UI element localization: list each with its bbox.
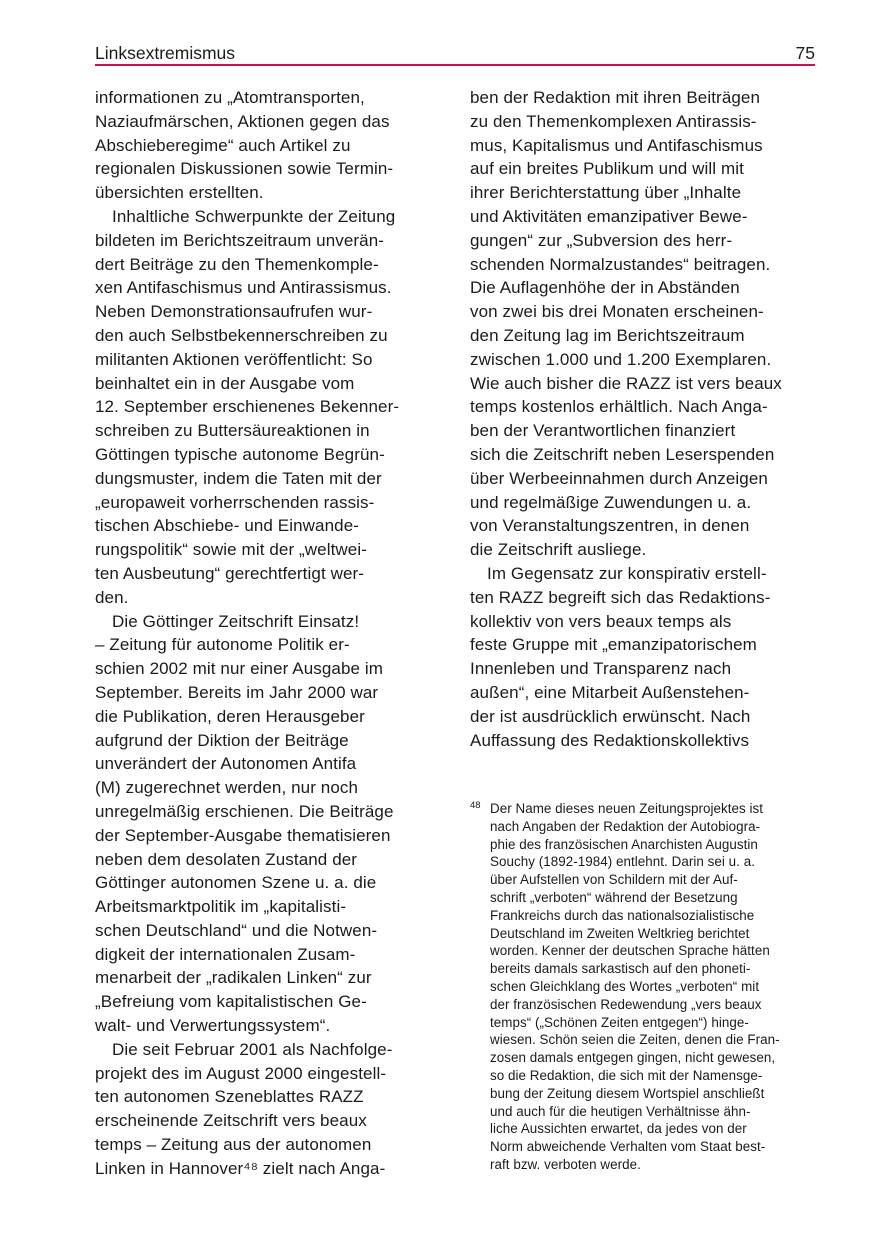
- body-text-line: schenden Normalzustandes“ beitragen.: [470, 254, 771, 274]
- body-text-line: Linken in Hannover⁴⁸ zielt nach Anga-: [95, 1158, 386, 1178]
- body-text-line: rungspolitik“ sowie mit der „weltwei-: [95, 540, 367, 560]
- body-text-line: den auch Selbstbekennerschreiben zu: [95, 325, 388, 345]
- footnote-text-line: wiesen. Schön seien die Zeiten, denen die Fran-: [490, 1032, 780, 1048]
- body-text-line: Göttingen typische autonome Begrün-: [95, 444, 385, 464]
- body-text-line: „Befreiung vom kapitalistischen Ge-: [95, 992, 367, 1012]
- body-text-line: Wie auch bisher die RAZZ ist vers beaux: [470, 373, 782, 393]
- footnote-marker: 48: [470, 800, 481, 811]
- body-text-line: Göttinger autonomen Szene u. a. die: [95, 873, 377, 893]
- body-text-line: Auffassung des Redaktionskollektivs: [470, 730, 750, 750]
- body-text-line: zu den Themenkomplexen Antirassis-: [470, 111, 757, 131]
- body-text-line: kollektiv von vers beaux temps als: [470, 611, 732, 631]
- body-text-line: Die Göttinger Zeitschrift Einsatz!: [112, 611, 360, 631]
- body-text-line: der September-Ausgabe thematisieren: [95, 825, 391, 845]
- body-text-line: ben der Verantwortlichen finanziert: [470, 421, 736, 441]
- footnote-text-line: Der Name dieses neuen Zeitungsprojektes ist: [490, 801, 764, 816]
- body-text-line: schen Deutschland“ und die Notwen-: [95, 920, 378, 940]
- footnote-text-line: Deutschland im Zweiten Weltkrieg berichtet: [490, 925, 750, 941]
- body-text-line: der ist ausdrücklich erwünscht. Nach: [470, 706, 751, 726]
- body-text-line: ten Ausbeutung“ gerechtfertigt wer-: [95, 563, 365, 583]
- body-text-line: Innenleben und Transparenz nach: [470, 659, 732, 679]
- body-text-line: übersichten erstellten.: [95, 183, 264, 203]
- body-text-line: von zwei bis drei Monaten erscheinen-: [470, 302, 764, 322]
- body-text-line: schien 2002 mit nur einer Ausgabe im: [95, 659, 384, 679]
- footnote-text-line: bung der Zeitung diesem Wortspiel anschließt: [490, 1085, 765, 1101]
- body-text-line: ihrer Berichterstattung über „Inhalte: [470, 183, 742, 203]
- body-text-line: erscheinende Zeitschrift vers beaux: [95, 1111, 367, 1131]
- footnote-text: [490, 800, 820, 1174]
- body-text-line: zwischen 1.000 und 1.200 Exemplaren.: [470, 349, 772, 369]
- body-text-line: menarbeit der „radikalen Linken“ zur: [95, 968, 372, 988]
- body-text-line: xen Antifaschismus und Antirassismus.: [95, 278, 392, 298]
- footnote-text-line: über Aufstellen von Schildern mit der Auf-: [490, 872, 738, 888]
- body-text-line: regionalen Diskussionen sowie Termin-: [95, 159, 394, 179]
- footnote-text-line: schen Gleichklang des Wortes „verboten“ mit: [490, 978, 760, 994]
- footnote-text-line: schrift „verboten“ während der Besetzung: [490, 889, 738, 905]
- body-text-line: die Publikation, deren Herausgeber: [95, 706, 365, 726]
- footnote-text-line: phie des französischen Anarchisten Augustin: [490, 836, 758, 852]
- footnote-text-line: temps“ („Schönen Zeiten entgegen“) hinge-: [490, 1014, 749, 1030]
- body-text-line: Naziaufmärschen, Aktionen gegen das: [95, 111, 390, 131]
- page-number: 75: [795, 43, 815, 63]
- text-column-right: [470, 86, 818, 752]
- body-text-line: (M) zugerechnet werden, nur noch: [95, 778, 359, 798]
- body-text-line: gungen“ zur „Subversion des herr-: [470, 230, 733, 250]
- body-text-line: – Zeitung für autonome Politik er-: [95, 635, 350, 655]
- body-text-line: über Werbeeinnahmen durch Anzeigen: [470, 468, 768, 488]
- footnote-text-line: und auch für die heutigen Verhältnisse ähn-: [490, 1103, 751, 1119]
- body-text-line: Abschieberegime“ auch Artikel zu: [95, 135, 351, 155]
- body-text-line: Arbeitsmarktpolitik im „kapitalisti-: [95, 897, 347, 917]
- body-text-line: walt- und Verwertungssystem“.: [95, 1016, 331, 1036]
- body-text-line: die Zeitschrift ausliege.: [470, 540, 647, 560]
- body-text-line: tischen Abschiebe- und Einwande-: [95, 516, 360, 536]
- body-text-line: militanten Aktionen veröffentlicht: So: [95, 349, 373, 369]
- body-text-line: und regelmäßige Zuwendungen u. a.: [470, 492, 752, 512]
- body-text-line: dungsmuster, indem die Taten mit der: [95, 468, 382, 488]
- body-text-line: „europaweit vorherrschenden rassis-: [95, 492, 375, 512]
- body-text-line: dert Beiträge zu den Themenkomple-: [95, 254, 379, 274]
- body-text-line: ben der Redaktion mit ihren Beiträgen: [470, 88, 761, 107]
- body-text-line: von Veranstaltungszentren, in denen: [470, 516, 750, 536]
- body-text-line: Die seit Februar 2001 als Nachfolge-: [112, 1039, 393, 1059]
- body-text-line: unverändert der Autonomen Antifa: [95, 754, 357, 774]
- body-text-line: ten autonomen Szeneblattes RAZZ: [95, 1087, 364, 1107]
- body-text-line: schreiben zu Buttersäureaktionen in: [95, 421, 370, 441]
- footnote-text-line: bereits damals sarkastisch auf den phoneti-: [490, 961, 751, 977]
- body-text-line: feste Gruppe mit „emanzipatorischem: [470, 635, 757, 655]
- body-text-line: außen“, eine Mitarbeit Außenstehen-: [470, 682, 750, 702]
- footnote-text-line: Souchy (1892-1984) entlehnt. Darin sei u. a.: [490, 854, 755, 870]
- footnote-text-line: Frankreichs durch das nationalsozialistische: [490, 907, 755, 923]
- body-text-line: beinhaltet ein in der Ausgabe vom: [95, 373, 355, 393]
- body-text-line: Im Gegensatz zur konspirativ erstell-: [487, 563, 767, 583]
- footnote-text-line: worden. Kenner der deutschen Sprache hätten: [490, 943, 770, 959]
- body-text-line: auf ein breites Publikum und will mit: [470, 159, 744, 179]
- body-text-line: ten RAZZ begreift sich das Redaktions-: [470, 587, 771, 607]
- body-text-line: projekt des im August 2000 eingestell-: [95, 1063, 387, 1083]
- footnote-text-line: der französischen Redewendung „vers beaux: [490, 996, 762, 1012]
- body-text-line: Neben Demonstrationsaufrufen wur-: [95, 302, 373, 322]
- body-text-line: Die Auflagenhöhe der in Abständen: [470, 278, 740, 298]
- footnote-48: [470, 800, 820, 1174]
- body-text-line: temps – Zeitung aus der autonomen: [95, 1135, 372, 1155]
- body-text-line: bildeten im Berichtszeitraum unverän-: [95, 230, 385, 250]
- body-text-line: den.: [95, 587, 129, 607]
- body-text-line: 12. September erschienenes Bekenner-: [95, 397, 400, 417]
- body-text-line: mus, Kapitalismus und Antifaschismus: [470, 135, 763, 155]
- text-column-left: [95, 86, 443, 1181]
- footnote-text-line: zosen damals entgegen gingen, nicht gewesen,: [490, 1050, 776, 1066]
- body-text-line: temps kostenlos erhältlich. Nach Anga-: [470, 397, 768, 417]
- footnote-text-line: raft bzw. verboten werde.: [490, 1156, 641, 1172]
- footnote-text-line: liche Aussichten erwartet, da jedes von der: [490, 1121, 747, 1137]
- footnote-text-line: so die Redaktion, die sich mit der Namensge-: [490, 1067, 763, 1083]
- footnote-text-line: Norm abweichende Verhalten vom Staat best-: [490, 1139, 766, 1155]
- body-text-line: den Zeitung lag im Berichtszeitraum: [470, 325, 745, 345]
- body-text-line: Inhaltliche Schwerpunkte der Zeitung: [112, 206, 396, 226]
- body-text-line: aufgrund der Diktion der Beiträge: [95, 730, 349, 750]
- body-text-line: unregelmäßig erschienen. Die Beiträge: [95, 801, 394, 821]
- footnote-text-line: nach Angaben der Redaktion der Autobiogra-: [490, 818, 761, 834]
- body-text-line: digkeit der internationalen Zusam-: [95, 944, 356, 964]
- running-header-title: Linksextremismus: [95, 43, 236, 63]
- header-rule-divider: [95, 64, 815, 66]
- body-text-line: sich die Zeitschrift neben Leserspenden: [470, 444, 775, 464]
- body-text-line: und Aktivitäten emanzipativer Bewe-: [470, 206, 748, 226]
- body-text-line: neben dem desolaten Zustand der: [95, 849, 358, 869]
- body-text-line: informationen zu „Atomtransporten,: [95, 88, 365, 107]
- body-text-line: September. Bereits im Jahr 2000 war: [95, 682, 379, 702]
